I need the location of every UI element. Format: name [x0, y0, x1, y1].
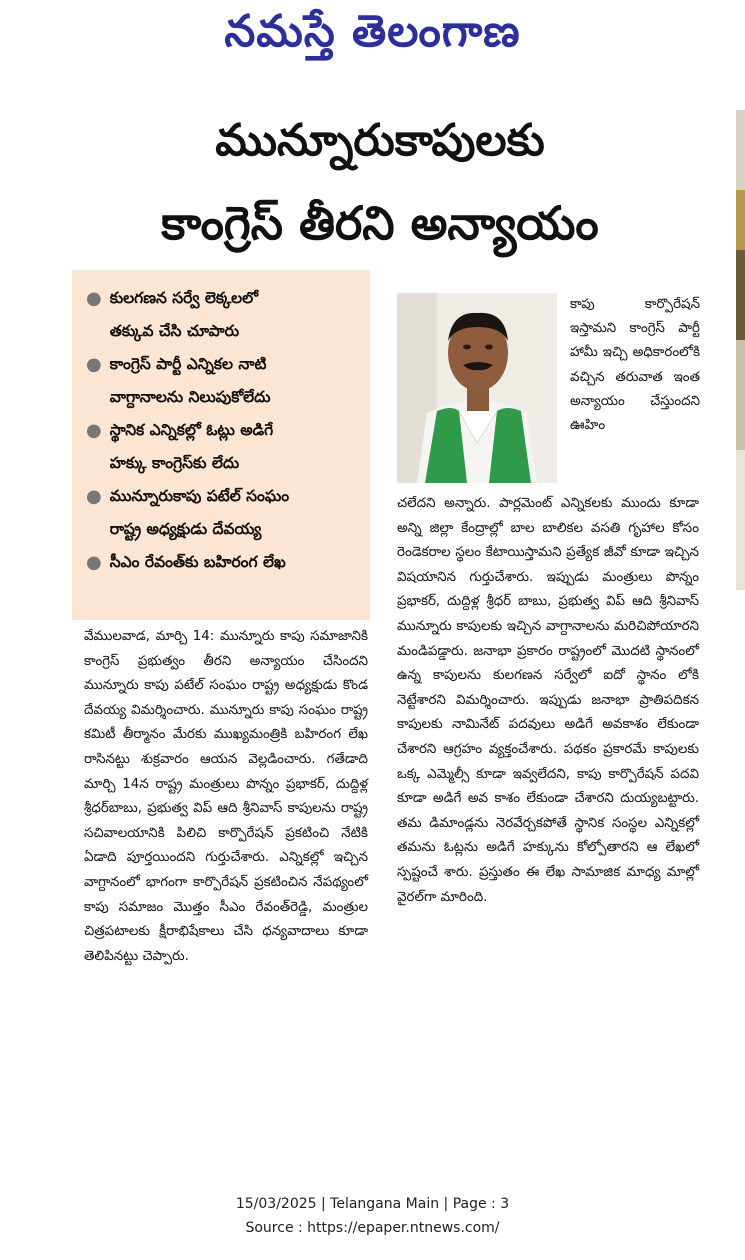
highlight-text: కులగణన సర్వే లెక్కలలో [109, 289, 259, 307]
adjacent-article-image-strip [736, 110, 745, 590]
highlight-text: స్థానిక ఎన్నికల్లో ఓట్లు అడిగే [109, 421, 274, 439]
bullet-icon: ● [86, 486, 102, 507]
article-column-right-top: కాపు కార్పొరేషన్ ఇస్తామని కాంగ్రెస్ పార్టీ హామీ ఇచ్చి అధికారంలోకి వచ్చిన తరువాత ఇంత అన్యాయం చేస్తుందని ఊహిం [570, 297, 700, 434]
article-column-right: చలేదని అన్నారు. పార్లమెంట్ ఎన్నికలకు ముందు కూడా అన్ని జిల్లా కేంద్రాల్లో బాల బాలికల వసతి గృహాల కోసం రెండెకరాల స్థలం కేటాయిస్తామని ప్రత్యేక జీవో కూడా ఇచ్చిన విషయానిన గుర్తుచేశారు. ఇప్పుడు మంత్రులు పొన్నం ప్రభాకర్, దుద్దిళ్ల శ్రీధర్ బాబు, ప్రభుత్వ విప్ ఆది శ్రీనివాస్ మున్నూరు కాపులకు ఇచ్చిన వాగ్దానాలను మరిచిపోయారని మండిపడ్డారు. జనాభా ప్రకారం రాష్ట్రంలో మొదటి స్థానంలో ఉన్న కాపులను కులగణన సర్వేలో ఐదో స్థానం లోకి నెట్టేశారని విమర్శించారు. ఇప్పుడు జనాభా ప్రాతిపదికన కాపులకు నామినేట్ పదవులు అడిగే అవకాశం లేకుండా చేశారని ఆగ్రహం వ్యక్తంచేశారు. పథకం ప్రకారమే కాపులకు ఒక్క ఎమ్మెల్సీ కూడా ఇవ్వలేదని, కాపు కార్పొరేషన్ పదవి కూడా అడిగే అవ కాశం లేకుండా చేశారని దుయ్యబట్టారు. తమ డిమాండ్లను నెరవేర్చకపోతే స్థానిక సంస్థల ఎన్నికల్లో తమను ఓట్లను అడిగే హక్కును కోల్పోతారని ఆ లేఖలో స్పష్టంచే శారు. ప్రస్తుతం ఈ లేఖ సామాజిక మాధ్య మాల్లో వైరల్‌గా మారింది. [397, 496, 699, 905]
footer-source-link[interactable]: Source : https://epaper.ntnews.com/ [245, 1220, 500, 1236]
highlight-text: కాంగ్రెస్ పార్టీ ఎన్నికల నాటి [109, 355, 267, 373]
highlight-item [86, 480, 362, 546]
footer-date-edition: 15/03/2025 | Telangana Main | Page : 3 [235, 1196, 510, 1212]
bullet-icon: ● [86, 420, 102, 441]
highlight-item [86, 282, 362, 348]
highlight-item [86, 348, 362, 414]
headline-line-2: కాంగ్రెస్ తీరని అన్యాయం [161, 196, 599, 250]
highlights-box [72, 270, 370, 620]
newspaper-masthead: నమస్తే తెలంగాణ [224, 6, 521, 57]
highlight-item [86, 546, 362, 579]
bullet-icon: ● [86, 288, 102, 309]
article-column-left: వేములవాడ, మార్చి 14: మున్నూరు కాపు సమాజానికి కాంగ్రెస్ ప్రభుత్వం తీరని అన్యాయం చేసిందని మున్నూరు కాపు పటేల్ సంఘం రాష్ట్ర అధ్యక్షుడు కొండ దేవయ్య విమర్శించారు. మున్నూరు కాపు సంఘం రాష్ట్ర కమిటీ తీర్మానం మేరకు ముఖ్యమంత్రికి బహిరంగ లేఖ రాసినట్టు శుక్రవారం ఆయన వెల్లడించారు. గతేడాది మార్చి 14న రాష్ట్ర మంత్రులు పొన్నం ప్రభాకర్, దుద్దిళ్ల శ్రీధర్‌బాబు, ప్రభుత్వ విప్ ఆది శ్రీనివాస్ కాపులను రాష్ట్ర సచివాలయానికి పిలిచి కార్పొరేషన్ ప్రకటించి నేటికి ఏడాది పూర్తయిందని గుర్తుచేశారు. ఎన్నికల్లో ఇచ్చిన వాగ్దానంలో భాగంగా కార్పొరేషన్ ప్రకటించిన నేపథ్యంలో కాపు సమాజం మొత్తం సీఎం రేవంత్‌రెడ్డి, మంత్రుల చిత్రపటాలకు క్షీరాభిషేకాలు చేసి ధన్యవాదాలు కూడా తెలిపినట్టు చెప్పారు. [84, 629, 368, 964]
highlight-text: వాగ్దానాలను నిలుపుకోలేదు [109, 388, 271, 406]
headline-line-1: మున్నూరుకాపులకు [215, 115, 545, 166]
highlight-text: మున్నూరుకాపు పటేల్ సంఘం [109, 487, 290, 505]
highlight-text: రాష్ట్ర అధ్యక్షుడు దేవయ్య [109, 520, 262, 538]
bullet-icon: ● [86, 354, 102, 375]
highlight-item [86, 414, 362, 480]
highlight-text: సీఎం రేవంత్‌కు బహిరంగ లేఖ [109, 553, 286, 571]
highlight-text: తక్కువ చేసి చూపారు [109, 322, 240, 340]
person-photo [397, 293, 557, 483]
bullet-icon: ● [86, 552, 102, 573]
highlight-text: హక్కు కాంగ్రెస్‌కు లేదు [109, 454, 240, 472]
